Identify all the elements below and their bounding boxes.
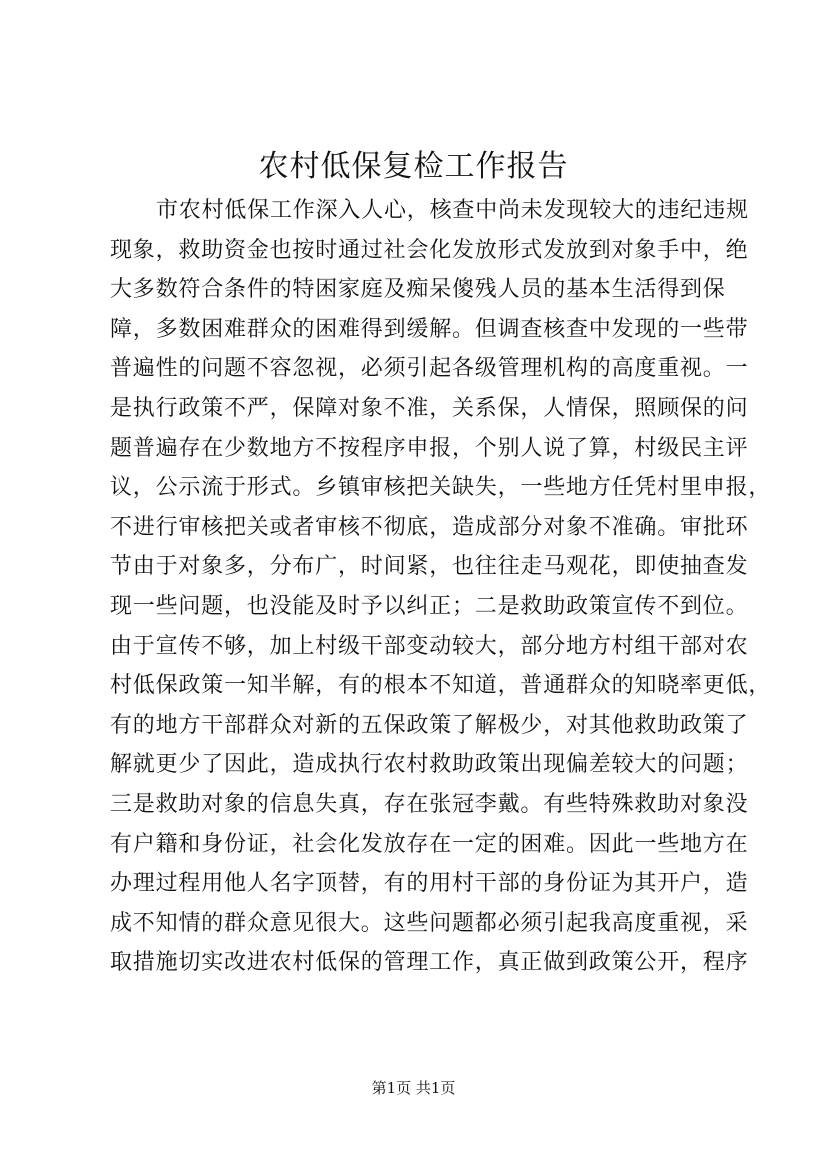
- body-line-5: 普遍性的问题不容忽视，必须引起各级管理机构的高度重视。一: [110, 356, 749, 382]
- body-line-4: 障，多数困难群众的困难得到缓解。但调查核查中发现的一些带: [110, 316, 749, 342]
- body-line-3: 大多数符合条件的特困家庭及痴呆傻残人员的基本生活得到保: [110, 277, 726, 303]
- body-line-20: 取措施切实改进农村低保的管理工作，真正做到政策公开，程序: [110, 950, 749, 976]
- body-line-14: 有的地方干部群众对新的五保政策了解极少，对其他救助政策了: [110, 712, 749, 738]
- body-line-19: 成不知情的群众意见很大。这些问题都必须引起我高度重视，采: [110, 910, 749, 936]
- body-line-12: 由于宣传不够，加上村级干部变动较大，部分地方村组干部对农: [110, 633, 749, 659]
- body-line-17: 有户籍和身份证，社会化发放存在一定的困难。因此一些地方在: [110, 831, 749, 857]
- body-line-11: 现一些问题，也没能及时予以纠正；二是救助政策宣传不到位。: [110, 593, 749, 619]
- body-line-6: 是执行政策不严，保障对象不准，关系保，人情保，照顾保的问: [110, 395, 749, 421]
- body-line-1: 市农村低保工作深入人心，核查中尚未发现较大的违纪违规: [156, 198, 749, 223]
- body-line-8: 议，公示流于形式。乡镇审核把关缺失，一些地方任凭村里申报，: [110, 475, 772, 501]
- document-body: [110, 191, 772, 983]
- body-line-16: 三是救助对象的信息失真，存在张冠李戴。有些特殊救助对象没: [110, 791, 749, 817]
- body-line-18: 办理过程用他人名字顶替，有的用村干部的身份证为其开户，造: [110, 871, 749, 897]
- document-title: 农村低保复检工作报告: [258, 149, 569, 184]
- page-number-footer: 第1页 共1页: [371, 1079, 456, 1097]
- body-line-10: 节由于对象多，分布广，时间紧，也往往走马观花，即使抽查发: [110, 554, 749, 580]
- body-line-2: 现象，救助资金也按时通过社会化发放形式发放到对象手中，绝: [110, 237, 749, 263]
- body-line-15: 解就更少了因此，造成执行农村救助政策出现偏差较大的问题；: [110, 752, 749, 778]
- body-line-13: 村低保政策一知半解，有的根本不知道，普通群众的知晓率更低，: [110, 673, 772, 699]
- body-line-9: 不进行审核把关或者审核不彻底，造成部分对象不准确。审批环: [110, 514, 749, 540]
- body-line-7: 题普遍存在少数地方不按程序申报，个别人说了算，村级民主评: [110, 435, 749, 461]
